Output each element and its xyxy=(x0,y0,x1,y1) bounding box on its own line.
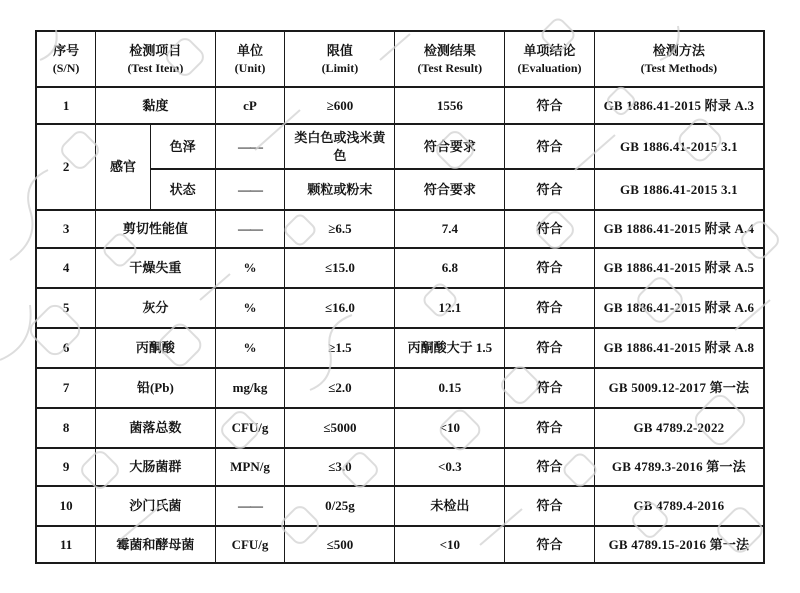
cell-unit: cP xyxy=(215,87,285,124)
cell-limit: ≥6.5 xyxy=(285,210,395,248)
cell-limit: ≥600 xyxy=(285,87,395,124)
test-results-table xyxy=(35,30,765,564)
cell-method: GB 1886.41-2015 附录 A.3 xyxy=(594,87,764,124)
cell-item: 黏度 xyxy=(96,87,215,124)
cell-item: 铅(Pb) xyxy=(96,368,215,408)
cell-method: GB 1886.41-2015 3.1 xyxy=(594,169,764,210)
cell-conclusion: 符合 xyxy=(505,87,595,124)
cell-method: GB 4789.3-2016 第一法 xyxy=(594,448,764,486)
cell-method: GB 4789.4-2016 xyxy=(594,486,764,526)
header-item-en: (Test Item) xyxy=(127,60,184,75)
header-sn xyxy=(36,31,96,87)
cell-unit: CFU/g xyxy=(215,526,285,563)
cell-unit: mg/kg xyxy=(215,368,285,408)
cell-conclusion: 符合 xyxy=(505,526,595,563)
header-method xyxy=(594,31,764,87)
cell-unit: CFU/g xyxy=(215,408,285,448)
cell-result: <10 xyxy=(395,408,505,448)
cell-unit: % xyxy=(215,328,285,368)
cell-sn: 1 xyxy=(36,87,96,124)
table-row xyxy=(36,210,764,248)
table-row xyxy=(36,368,764,408)
header-conclusion-en: (Evaluation) xyxy=(517,60,582,75)
cell-limit: 类白色或浅米黄色 xyxy=(285,124,395,169)
cell-unit: MPN/g xyxy=(215,448,285,486)
header-item xyxy=(96,31,215,87)
header-limit-en: (Limit) xyxy=(321,60,359,75)
header-unit-zh: 单位 xyxy=(236,43,263,59)
cell-result: 丙酮酸大于 1.5 xyxy=(395,328,505,368)
header-item-zh: 检测项目 xyxy=(129,43,182,59)
cell-conclusion: 符合 xyxy=(505,124,595,169)
cell-item: 灰分 xyxy=(96,288,215,328)
header-method-zh: 检测方法 xyxy=(652,43,705,59)
table-row xyxy=(36,124,764,169)
cell-result: 符合要求 xyxy=(395,124,505,169)
cell-conclusion: 符合 xyxy=(505,288,595,328)
cell-method: GB 1886.41-2015 3.1 xyxy=(594,124,764,169)
header-limit-zh: 限值 xyxy=(326,43,353,59)
table-row xyxy=(36,328,764,368)
cell-method: GB 1886.41-2015 附录 A.8 xyxy=(594,328,764,368)
table-row xyxy=(36,486,764,526)
table-row xyxy=(36,448,764,486)
cell-sn: 9 xyxy=(36,448,96,486)
cell-sn: 6 xyxy=(36,328,96,368)
header-sn-zh: 序号 xyxy=(53,43,80,59)
header-conclusion xyxy=(505,31,595,87)
cell-limit: ≤5000 xyxy=(285,408,395,448)
table-row xyxy=(36,248,764,288)
cell-item-sub: 状态 xyxy=(150,169,215,210)
cell-conclusion: 符合 xyxy=(505,448,595,486)
table-row xyxy=(36,87,764,124)
cell-sn: 8 xyxy=(36,408,96,448)
cell-item-sub: 色泽 xyxy=(150,124,215,169)
cell-limit: ≥1.5 xyxy=(285,328,395,368)
cell-item: 干燥失重 xyxy=(96,248,215,288)
cell-sn: 7 xyxy=(36,368,96,408)
cell-item-group: 感官 xyxy=(96,124,151,210)
cell-result: <0.3 xyxy=(395,448,505,486)
cell-sn: 10 xyxy=(36,486,96,526)
cell-sn: 5 xyxy=(36,288,96,328)
cell-unit: % xyxy=(215,248,285,288)
cell-result: 符合要求 xyxy=(395,169,505,210)
cell-limit: ≤16.0 xyxy=(285,288,395,328)
cell-limit: ≤2.0 xyxy=(285,368,395,408)
header-result-en: (Test Result) xyxy=(417,60,483,75)
cell-item: 霉菌和酵母菌 xyxy=(96,526,215,563)
header-result-zh: 检测结果 xyxy=(423,43,476,59)
cell-limit: ≤500 xyxy=(285,526,395,563)
cell-limit: 0/25g xyxy=(285,486,395,526)
table-row xyxy=(36,408,764,448)
header-conclusion-zh: 单项结论 xyxy=(523,43,576,59)
cell-conclusion: 符合 xyxy=(505,368,595,408)
cell-item: 菌落总数 xyxy=(96,408,215,448)
cell-item: 沙门氏菌 xyxy=(96,486,215,526)
table-row xyxy=(36,288,764,328)
cell-unit: —— xyxy=(215,210,285,248)
cell-result: 1556 xyxy=(395,87,505,124)
cell-result: 6.8 xyxy=(395,248,505,288)
header-result xyxy=(395,31,505,87)
cell-item: 剪切性能值 xyxy=(96,210,215,248)
cell-conclusion: 符合 xyxy=(505,169,595,210)
table-row xyxy=(36,526,764,563)
cell-sn: 3 xyxy=(36,210,96,248)
cell-conclusion: 符合 xyxy=(505,486,595,526)
cell-unit: —— xyxy=(215,124,285,169)
header-limit xyxy=(285,31,395,87)
cell-item: 大肠菌群 xyxy=(96,448,215,486)
cell-method: GB 5009.12-2017 第一法 xyxy=(594,368,764,408)
cell-unit: % xyxy=(215,288,285,328)
cell-limit: ≤15.0 xyxy=(285,248,395,288)
cell-method: GB 1886.41-2015 附录 A.6 xyxy=(594,288,764,328)
cell-result: 7.4 xyxy=(395,210,505,248)
cell-limit: ≤3.0 xyxy=(285,448,395,486)
cell-unit: —— xyxy=(215,169,285,210)
header-sn-en: (S/N) xyxy=(52,60,80,75)
cell-unit: —— xyxy=(215,486,285,526)
cell-result: 12.1 xyxy=(395,288,505,328)
cell-item: 丙酮酸 xyxy=(96,328,215,368)
cell-method: GB 4789.2-2022 xyxy=(594,408,764,448)
cell-result: 未检出 xyxy=(395,486,505,526)
header-unit-en: (Unit) xyxy=(234,60,266,75)
table-header-row xyxy=(36,31,764,87)
cell-sn: 11 xyxy=(36,526,96,563)
cell-result: 0.15 xyxy=(395,368,505,408)
cell-conclusion: 符合 xyxy=(505,210,595,248)
cell-method: GB 1886.41-2015 附录 A.4 xyxy=(594,210,764,248)
cell-conclusion: 符合 xyxy=(505,408,595,448)
header-method-en: (Test Methods) xyxy=(640,60,718,75)
cell-conclusion: 符合 xyxy=(505,328,595,368)
cell-method: GB 1886.41-2015 附录 A.5 xyxy=(594,248,764,288)
cell-conclusion: 符合 xyxy=(505,248,595,288)
cell-sn: 4 xyxy=(36,248,96,288)
cell-result: <10 xyxy=(395,526,505,563)
header-unit xyxy=(215,31,285,87)
cell-limit: 颗粒或粉末 xyxy=(285,169,395,210)
cell-method: GB 4789.15-2016 第一法 xyxy=(594,526,764,563)
cell-sn: 2 xyxy=(36,124,96,210)
